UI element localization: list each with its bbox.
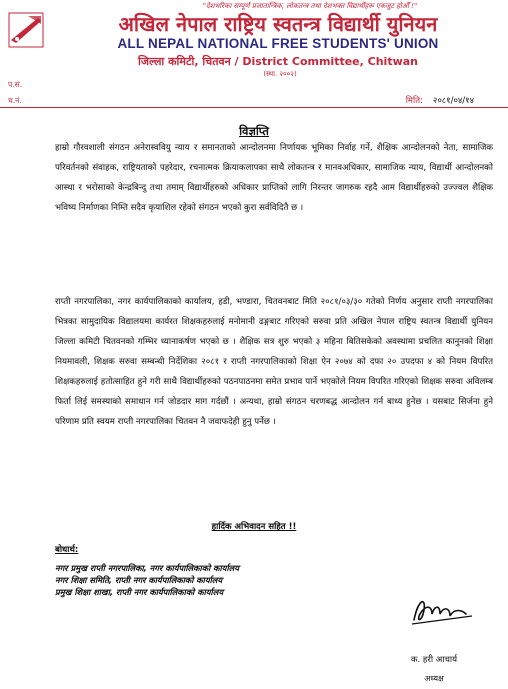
header-divider: [0, 107, 508, 108]
paragraph-2: राप्ती नगरपालिका, नगर कार्यपालिकाको कार्यालय, हडी, भण्डारा, चितवनबाट मिति २०८१/०३/३० गतेको निर्णय अनुसार राप्ती नगरपालिका भित्रका सामुदायिक विद्यालयमा कार्यरत शिक्षकहरुलाई मनोमानी ढङ्गबाट गरिएको सरुवा प्रति अखिल नेपाल राष्ट्रिय स्वतन्त्र विद्यार्थी युनियन जिल्ला कमिटी चितवनको गम्भिर ध्यानाकर्षण भएको छ । शैक्षिक सत्र शुरु भएको ३ महिना बितिसकेको अवस्थामा प्रचलित कानुनको शिक्षा नियमावली, शिक्षक सरुवा सम्बन्धी निर्देशिका २०८१ र राप्ती नगरपालिकाको शिक्षा ऐन २०७४ को दफा २० उपदफा ४ को नियम विपरित शिक्षकहरुलाई हतोत्साहित हुने गरी साथै विद्यार्थीहरुको पठनपाठनमा समेत प्रभाव पार्ने भएकोले नियम विपरित गरिएको शिक्षक सरुवा अविलम्ब फिर्ता लिई समस्याको समाधान गर्न जोडदार माग गर्दछौं । अन्यथा, हाम्रो संगठन चरणबद्ध आन्दोलन गर्न बाध्य हुनेछ । यसबाट सिर्जना हुने परिणाम प्रति स्वयम राप्ती नगरपालिका चितवन नै जवाफदेही हुनु पर्नेछ ।: [55, 297, 493, 427]
date-value: २०८१/०४/१४: [432, 96, 474, 106]
organization-title-english: ALL NEPAL NATIONAL FREE STUDENTS' UNION: [117, 36, 439, 51]
date-label: मिति:: [405, 96, 423, 106]
cc-item: नगर प्रमुख राप्ती नगरपालिका, नगर कार्यपालिकाको कार्यालय: [55, 563, 240, 573]
committee-name: जिल्ला कमिटी, चितवन / District Committee, Chitwan: [137, 55, 418, 68]
organization-title-nepali: अखिल नेपाल राष्ट्रिय स्वतन्त्र विद्यार्थी युनियन: [118, 12, 438, 36]
header-tagline: "देशभरिका सम्पूर्ण प्रजातान्त्रिक, लोकतन्त्र तथा देशभक्त विद्यार्थीहरू एकजुट होऔँ !": [202, 2, 418, 10]
paragraph-1: हाम्रो गौरवशाली संगठन अनेरास्ववियु न्याय र समानताको आन्दोलनमा निर्णायक भूमिका निर्वाह गर्ने, शैक्षिक आन्दोलनको नेता, सामाजिक परिवर्तनको संवाहक, राष्ट्रियताको पहरेदार, रचनात्मक क्रियाकलापका साथै लोकतन्त्र र मानवअधिकार, सामाजिक न्याय, विद्यार्थी आन्दोलनको आस्था र भरोसाको केन्द्रबिन्दु तथा तमाम् विद्यार्थीहरुको अधिकार प्राप्तिको लागि निरन्तर जागरुक रहदै आम विद्यार्थीहरुको उज्ज्वल शैक्षिक भविष्य निर्माणका निम्ति सदैव कृयाशिल रहेको संगठन भएको कुरा सर्वविदितै छ ।: [55, 143, 493, 213]
signatory-role: अध्यक्ष: [424, 674, 444, 683]
ps-label: प.सं.: [8, 80, 23, 89]
handwritten-signature-icon: [408, 592, 478, 628]
cc-item: प्रमुख शिक्षा शाखा, राप्ती नगर कार्यपालिकाको कार्यालय: [55, 587, 224, 597]
cc-list: [55, 562, 239, 598]
cc-label: बोधार्थ:: [55, 545, 79, 555]
pen-flag-logo-icon: [8, 12, 44, 48]
cn-label: च.नं.: [8, 96, 22, 105]
cc-item: नगर शिक्षा समिति, राप्ती नगर कार्यपालिकाको कार्यालय: [55, 575, 223, 585]
signatory-name: क. हरी आचार्य: [410, 655, 458, 665]
established-year: (स्था. २००२): [263, 70, 297, 78]
greeting: हार्दिक अभिवादन सहित !!: [211, 522, 297, 532]
document-heading: विज्ञप्ति: [239, 124, 269, 138]
date-field: [406, 95, 474, 106]
